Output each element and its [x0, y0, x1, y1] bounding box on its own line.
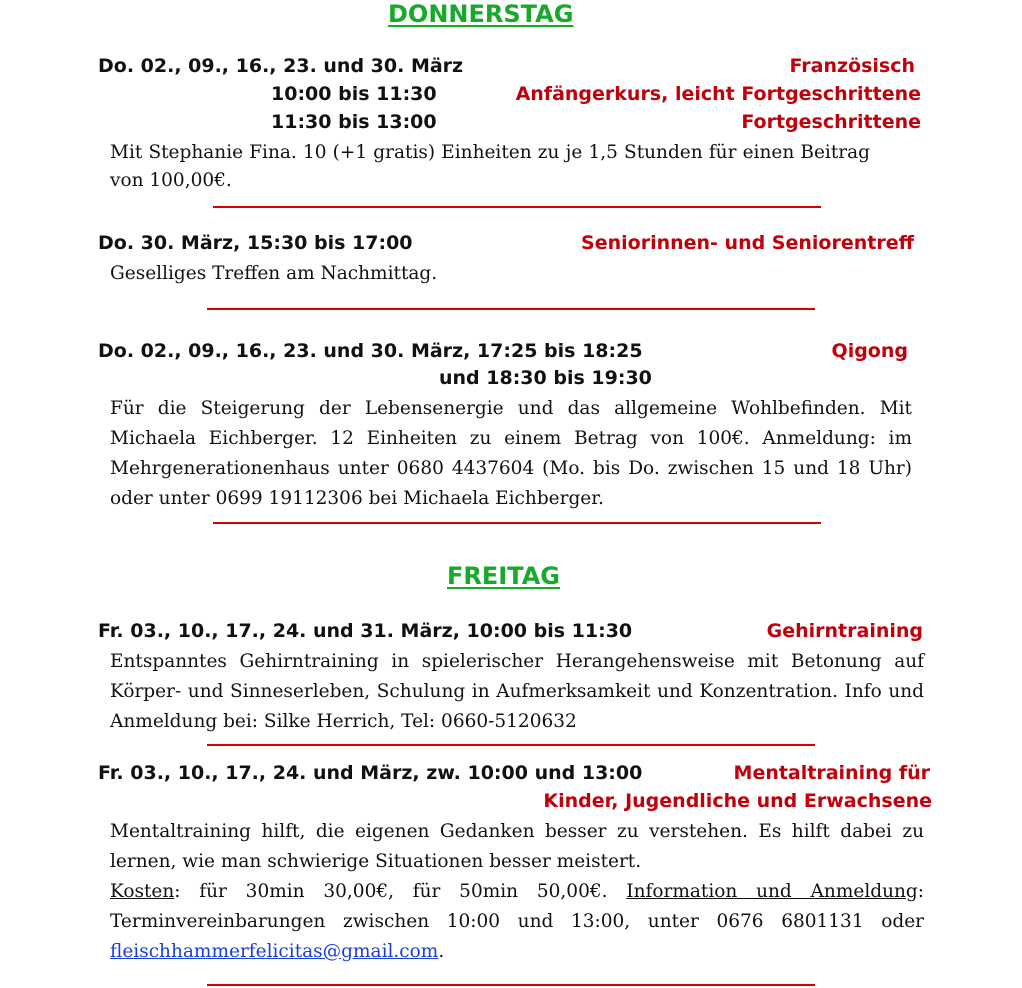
event-date: Fr. 03., 10., 17., 24. und März, zw. 10:00 und 13:00 — [98, 762, 643, 784]
cost-label: Kosten — [110, 881, 175, 902]
event-topic: Seniorinnen- und Seniorentreff — [581, 232, 914, 254]
end-punctuation: . — [438, 941, 445, 962]
event-description — [110, 817, 924, 967]
info-label: Information und Anmeldung — [626, 881, 918, 902]
event-description: Mit Stephanie Fina. 10 (+1 gratis) Einheiten zu je 1,5 Stunden für einen Beitrag von 100,00€. — [110, 142, 870, 191]
section-heading-freitag: FREITAG — [447, 562, 560, 590]
event-time: 10:00 bis 11:30 — [271, 83, 437, 105]
divider — [207, 984, 815, 986]
info-text: : Terminvereinbarungen zwischen 10:00 und 13:00, unter 0676 6801131 oder — [110, 881, 924, 932]
event-description: Für die Steigerung der Lebensenergie und das allgemeine Wohlbefinden. Mit Michaela Eichberger. 12 Einheiten zu einem Betrag von 100€. Anmeldung: im Mehrgenerationenhaus unter 0680 4437604 (Mo. bis Do. zwischen 15 und 18 Uhr) oder unter 0699 19112306 bei Michaela Eichberger. — [110, 398, 912, 509]
cost-text: : für 30min 30,00€, für 50min 50,00€. — [174, 881, 627, 902]
divider — [213, 206, 821, 208]
event-topic: Qigong — [831, 340, 908, 362]
event-topic: Französisch — [789, 55, 915, 77]
event-topic-continued: Kinder, Jugendliche und Erwachsene — [543, 790, 932, 812]
event-level: Fortgeschrittene — [741, 111, 921, 133]
description-text: Mentaltraining hilft, die eigenen Gedanken besser zu verstehen. Es hilft dabei zu lernen, wie man schwierige Situationen besser meistert. — [110, 821, 924, 872]
event-date: Fr. 03., 10., 17., 24. und 31. März, 10:00 bis 11:30 — [98, 620, 633, 642]
section-heading-donnerstag: DONNERSTAG — [388, 0, 574, 28]
cost-and-info — [110, 877, 924, 967]
event-topic: Mentaltraining für — [733, 762, 930, 784]
divider — [207, 308, 815, 310]
event-date: Do. 30. März, 15:30 bis 17:00 — [98, 232, 413, 254]
event-topic: Gehirntraining — [766, 620, 923, 642]
event-level: Anfängerkurs, leicht Fortgeschrittene — [515, 83, 921, 105]
event-date: Do. 02., 09., 16., 23. und 30. März — [98, 55, 464, 77]
divider — [213, 522, 821, 524]
event-time: 11:30 bis 13:00 — [271, 111, 437, 133]
email-link[interactable]: fleischhammerfelicitas@gmail.com — [110, 941, 439, 962]
event-date: Do. 02., 09., 16., 23. und 30. März, 17:25 bis 18:25 — [98, 340, 643, 362]
event-date-continued: und 18:30 bis 19:30 — [439, 367, 652, 389]
event-description: Entspanntes Gehirntraining in spielerischer Herangehensweise mit Betonung auf Körper- und Sinneserleben, Schulung in Aufmerksamkeit und Konzentration. Info und Anmeldung bei: Silke Herrich, Tel: 0660-5120632 — [110, 651, 924, 732]
event-description: Geselliges Treffen am Nachmittag. — [110, 263, 438, 284]
divider — [207, 744, 815, 746]
